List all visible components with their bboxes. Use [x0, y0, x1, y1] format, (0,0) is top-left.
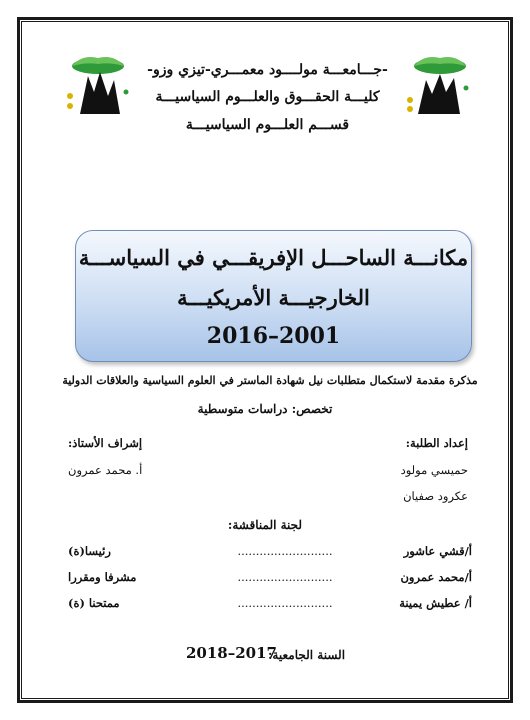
committee-member-1-name: أ/قشي عاشور: [403, 544, 472, 558]
committee-heading: لجنة المناقشة:: [227, 518, 303, 532]
committee-member-2-dots: ..........................: [237, 570, 333, 584]
students-heading: إعداد الطلبة:: [405, 436, 468, 450]
committee-member-3-role: ممتحنا (ة): [68, 596, 120, 610]
faculty-name: كليـــة الحقـــوق والعلـــوم السياسيـــة: [155, 89, 380, 105]
student-name-1: حميسي مولود: [400, 463, 468, 477]
committee-member-3-dots: ..........................: [237, 596, 333, 610]
supervisor-name: أ. محمد عمرون: [68, 463, 143, 477]
committee-member-1-dots: ..........................: [237, 544, 333, 558]
title-line-1: مكانـــة الساحـــل الإفريقـــي في السياســـة: [78, 245, 469, 270]
committee-member-2-name: أ/محمد عمرون: [400, 570, 472, 584]
subtitle: مذكرة مقدمة لاستكمال متطلبات نيل شهادة الماستر في العلوم السياسية والعلاقات الدولية: [62, 374, 478, 387]
university-logo-right: [400, 52, 478, 122]
committee-member-3-name: أ/ عطيش يمينة: [399, 596, 472, 610]
committee-member-1-role: رئيسا(ة): [68, 544, 111, 558]
academic-year-value: 2018–2017: [186, 644, 277, 662]
university-name: -جـــامعـــة مولــــود معمـــري-تيزي وزو-: [147, 62, 388, 78]
supervisor-heading: إشراف الأستاذ:: [68, 436, 143, 450]
committee-member-2-role: مشرفا ومقررا: [68, 570, 137, 584]
academic-year-label: السنة الجامعية:: [268, 648, 346, 662]
specialty: تخصص: دراسات متوسطية: [197, 402, 333, 416]
title-line-2: الخارجيـــة الأمريكيـــة: [177, 285, 370, 310]
university-logo-left: [58, 52, 136, 122]
department-name: قســـم العلـــوم السياسيـــة: [185, 117, 350, 133]
title-years: 2016–2001: [206, 323, 341, 349]
student-name-2: عكرود صفيان: [403, 489, 468, 503]
title-box: [75, 230, 472, 362]
